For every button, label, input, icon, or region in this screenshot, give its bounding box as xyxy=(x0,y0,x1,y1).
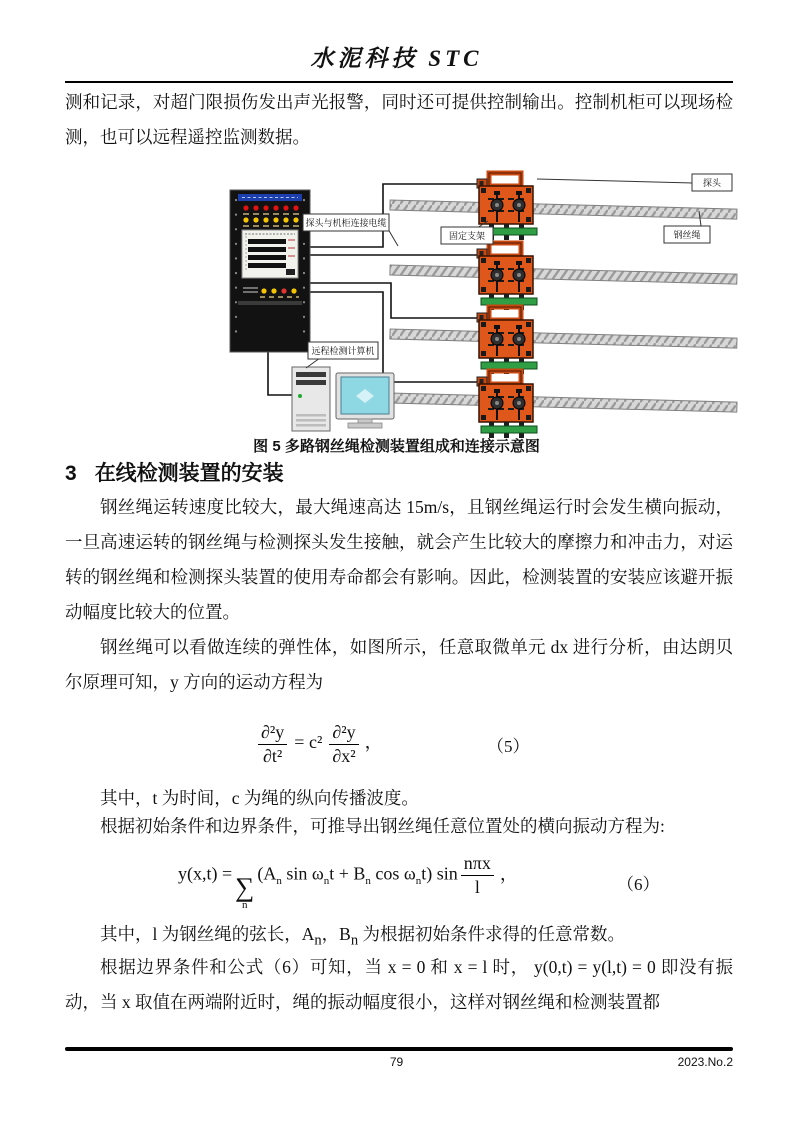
remote-computer xyxy=(292,367,394,431)
wire-rope-1 xyxy=(390,200,737,219)
fraction: $\frac{\text{∂²y}}{\text{∂t²}}$ xyxy=(258,722,287,766)
figure-label-cable xyxy=(303,214,389,231)
equation-6-number: （6） xyxy=(617,874,660,894)
probe-bracket xyxy=(481,426,537,433)
probe-device-2 xyxy=(477,243,537,310)
control-cabinet xyxy=(230,190,310,352)
computer-monitor xyxy=(336,373,394,428)
wire-rope-2 xyxy=(390,265,737,284)
paragraph-elastic-body: 钢丝绳可以看做连续的弹性体，如图所示，任意取微单元 dx 进行分析，由达朗贝尔原理可知，y 方向的运动方程为 xyxy=(65,637,733,692)
section-title: 在线检测装置的安装 xyxy=(94,462,284,485)
paragraph-eq6-vars: 其中，l 为钢丝绳的弦长，$A_n$，$B_n$ 为根据初始条件求得的任意常数。 xyxy=(100,924,626,949)
equation-6-math: y(x,t) = ∑ n ($A_n$ $\sin \omega_nt + B_n$ $\cos \omega_nt$) sin $\frac{\text{nπx}}{l}$ ， xyxy=(178,853,518,911)
wire-rope-4 xyxy=(390,393,737,412)
figure-label-computer-text: 远程检测计算机 xyxy=(311,346,375,356)
section-number: 3 xyxy=(65,462,77,485)
section-heading xyxy=(65,457,284,487)
paragraph-installation: 钢丝绳运转速度比较大，最大绳速高达 15m/s，且钢丝绳运行时会发生横向振动，一旦高速运转的钢丝绳与检测探头发生接触，就会产生比较大的摩擦力和冲击力，对运转的钢丝绳和检测探头装置的使用寿命都会有影响。因此，检测装置的安装应该避开振动幅度比较大的位置。 xyxy=(65,497,733,622)
equation-6 xyxy=(65,850,733,914)
probe-device-4 xyxy=(477,371,537,438)
header-rule xyxy=(65,81,733,83)
figure-label-probe xyxy=(692,174,732,191)
figure-caption: 图 5 多路钢丝绳检测装置组成和连接示意图 xyxy=(253,438,540,455)
figure-diagram xyxy=(0,158,793,440)
paragraph-intro: 测和记录，对超门限损伤发出声光报警，同时还可提供控制输出。控制机柜可以现场检测，也可以远程遥控监测数据。 xyxy=(65,92,733,147)
probe-devices xyxy=(477,173,537,438)
equation-5-math: $\frac{\text{∂²y}}{\text{∂t²}}$ = c² $\frac{\text{∂²y}}{\text{∂x²}}$ ， xyxy=(255,722,383,766)
issue-number: 2023.No.2 xyxy=(677,1055,733,1069)
probe-device-3 xyxy=(477,307,537,374)
fraction: $\frac{\text{nπx}}{l}$ xyxy=(461,853,494,897)
page-number: 79 xyxy=(389,1055,404,1069)
cable-to-computer xyxy=(268,352,293,395)
footer-rule xyxy=(65,1047,733,1051)
paragraph-eq5-vars: 其中，t 为时间，c 为绳的纵向传播波度。 xyxy=(100,788,419,808)
fraction: $\frac{\text{∂²y}}{\text{∂x²}}$ xyxy=(329,722,358,766)
equation-5 xyxy=(65,714,733,774)
figure-label-rope-text: 钢丝绳 xyxy=(673,230,701,240)
cable-to-probe-3 xyxy=(310,283,477,318)
wire-rope-3 xyxy=(390,329,737,348)
figure-label-computer xyxy=(308,342,378,359)
figure-label-cable-text: 探头与机柜连接电缆 xyxy=(305,218,387,228)
paragraph-boundary-result: 根据边界条件和公式（6）可知，当 x = 0 和 x = l 时， y(0,t) = y(l,t) = 0 即没有振动，当 x 取值在两端附近时，绳的振动幅度很小，这样对钢丝绳和检测装置都 xyxy=(65,957,733,1012)
figure-label-rope xyxy=(664,226,710,243)
journal-title: 水泥科技 STC xyxy=(310,46,483,71)
cabinet-screen xyxy=(242,230,298,278)
figure-label-bracket-text: 固定支架 xyxy=(448,231,486,241)
probe-bracket xyxy=(481,298,537,305)
equation-5-number: （5） xyxy=(487,736,530,756)
summation: ∑ n xyxy=(235,871,255,911)
figure-label-probe-text: 探头 xyxy=(702,178,722,188)
computer-tower xyxy=(292,367,330,431)
paragraph-boundary-intro: 根据初始条件和边界条件，可推导出钢丝绳任意位置处的横向振动方程为: xyxy=(100,816,665,836)
figure-label-bracket xyxy=(441,227,493,244)
probe-bracket xyxy=(481,362,537,369)
